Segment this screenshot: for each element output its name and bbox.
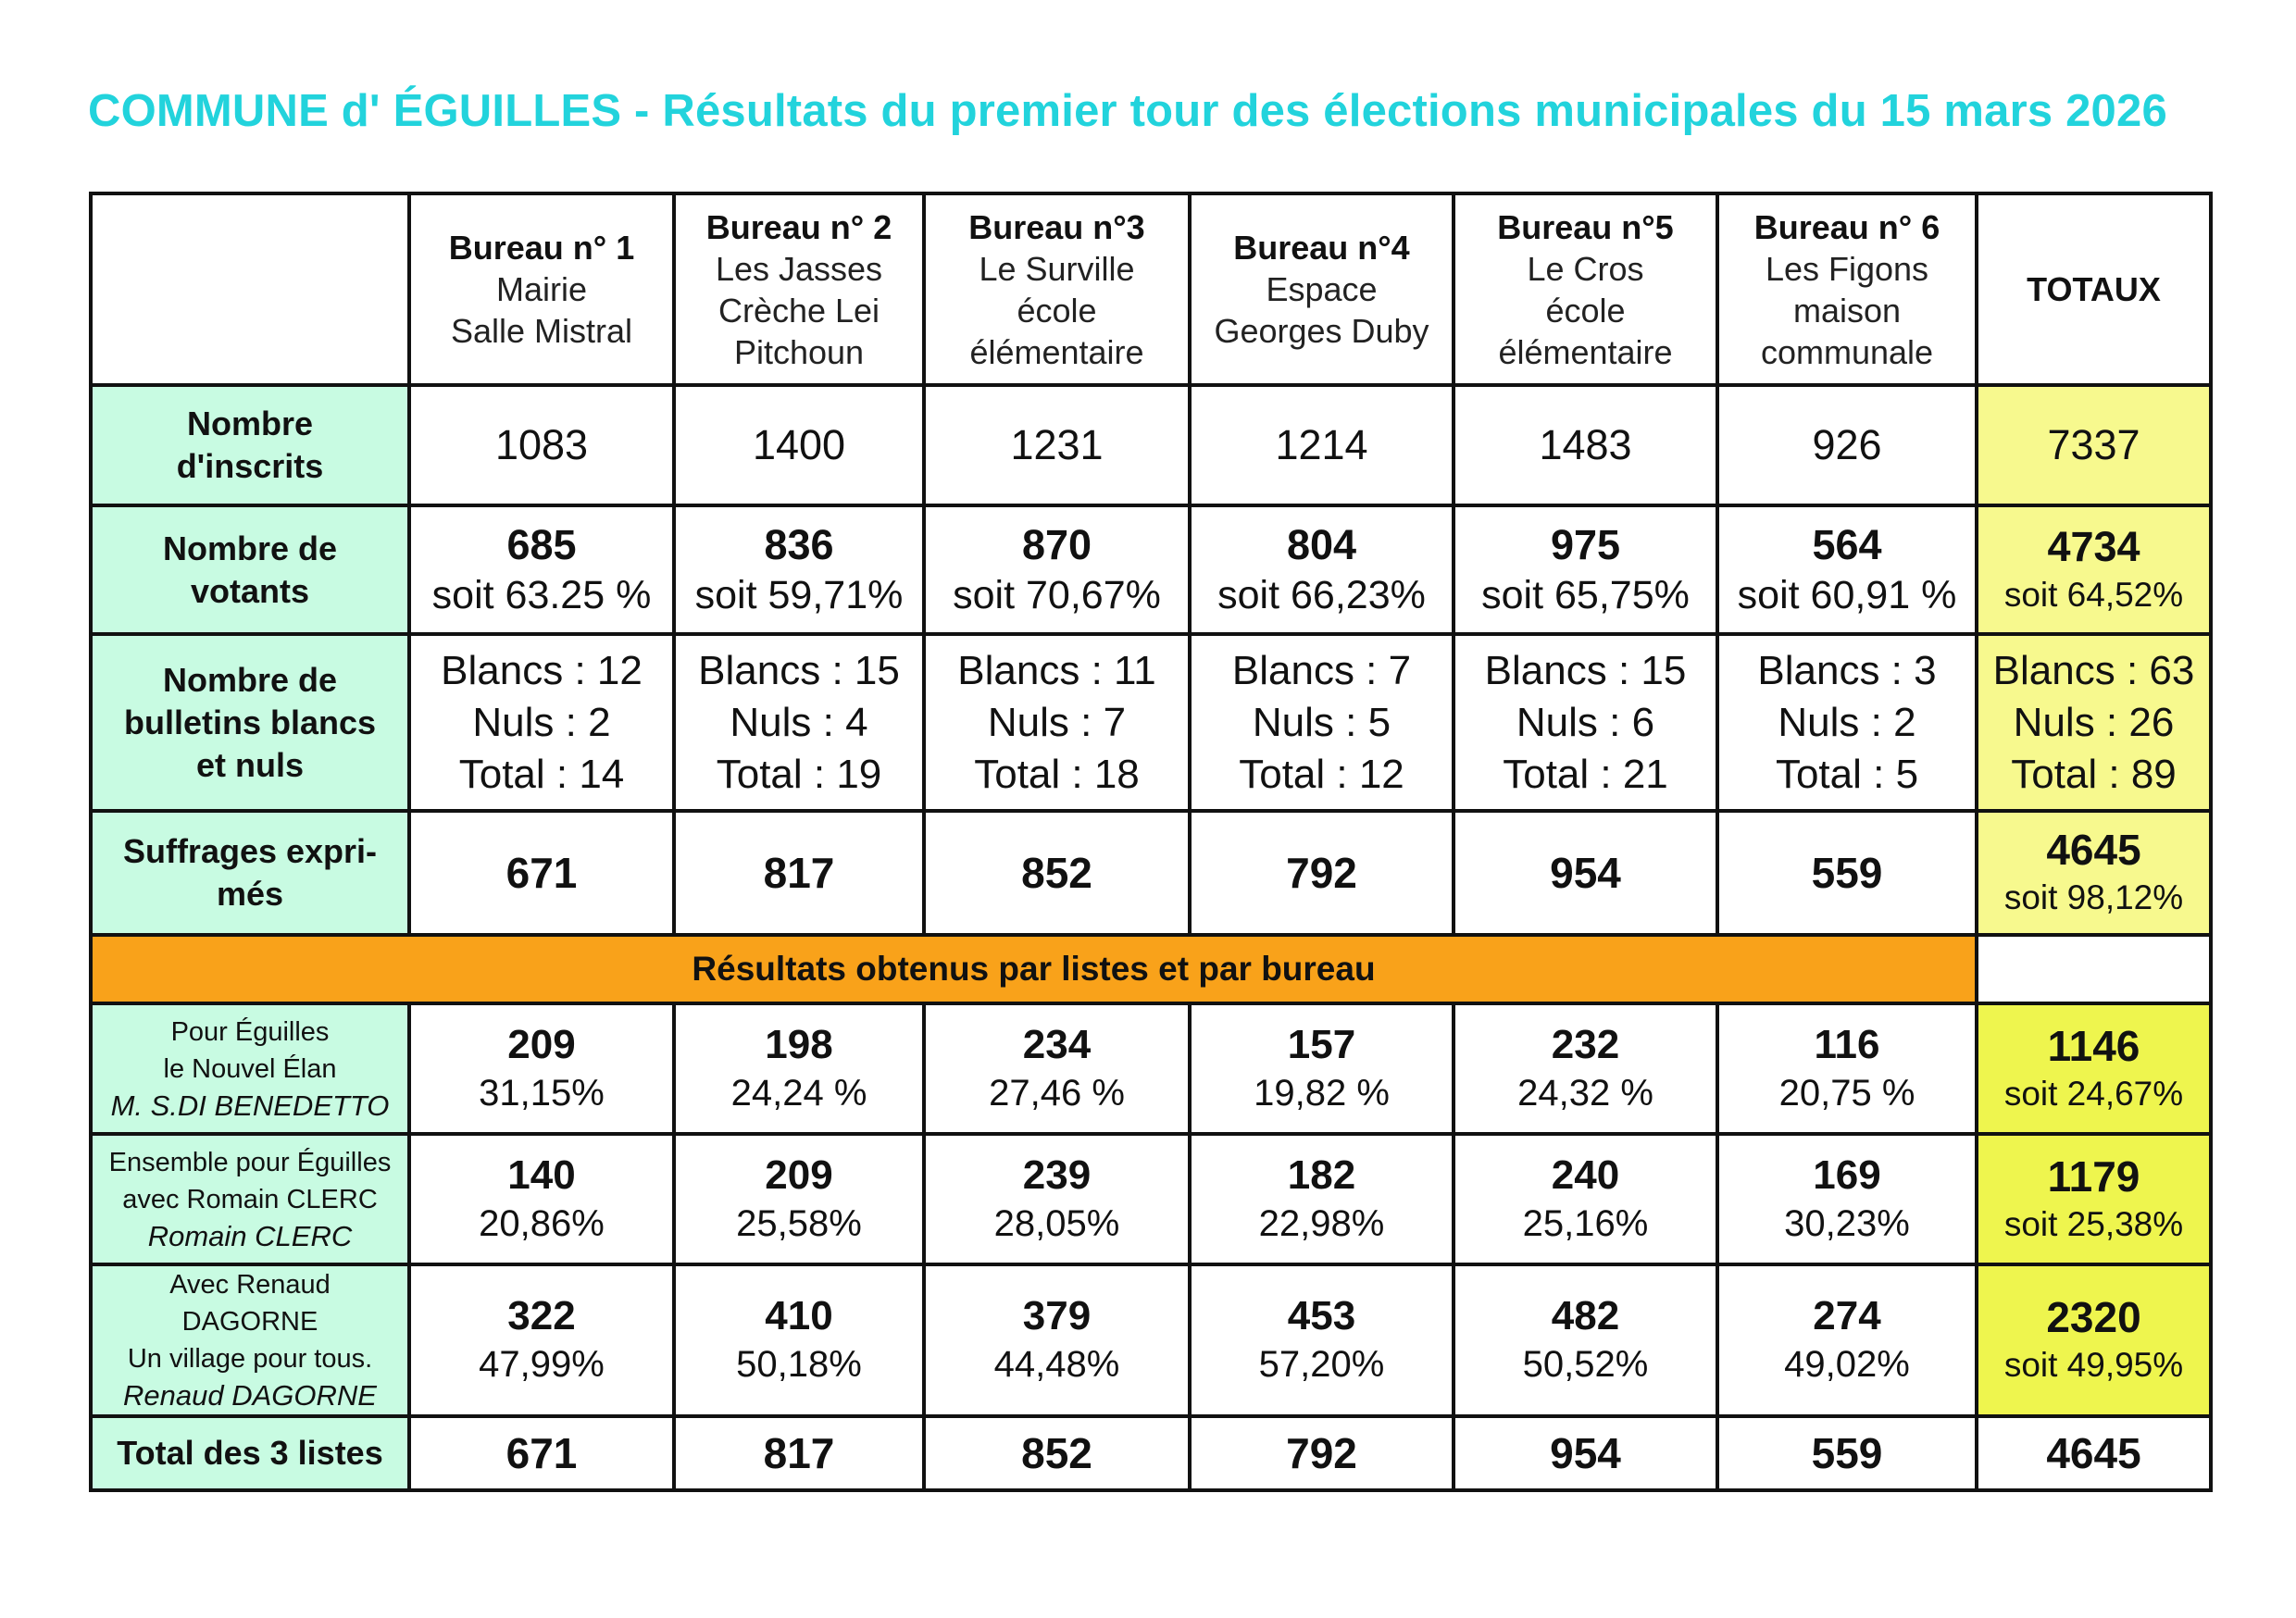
total-listes-cell: 671 [409,1416,674,1490]
bureau-location-line: Les Jasses [715,249,883,288]
bureau-2-header [674,193,924,385]
suffrages-label [91,811,409,935]
list-cell [1454,1003,1717,1134]
votants-count: 564 [1812,520,1882,568]
blancs-nuls-total: Total : 5 [1775,751,1919,797]
list-votes: 232 [1551,1021,1620,1067]
blancs-count: Blancs : 15 [698,647,900,693]
row-label-line: et nuls [195,745,304,784]
list-pct: 50,18% [736,1344,862,1385]
row-label-line: Nombre de [162,529,338,567]
row-label-line: més [216,875,284,913]
inscrits-cell: 1400 [674,385,924,505]
list-cell [924,1264,1190,1416]
list-name-line: le Nouvel Élan [163,1053,337,1084]
votants-label [91,505,409,634]
blancs-count: Blancs : 63 [1992,647,2195,693]
blancs-nuls-cell [1190,634,1454,811]
list-votes: 240 [1551,1151,1620,1198]
list-votes: 209 [507,1021,576,1067]
blancs-nuls-total: Total : 21 [1503,751,1668,797]
bureau-name: Bureau n°5 [1497,207,1674,246]
votants-total-pct: soit 64,52% [2003,575,2184,614]
list-total-pct: soit 49,95% [2003,1346,2184,1384]
inscrits-cell: 1231 [924,385,1190,505]
bureau-location-line: élémentaire [1498,332,1673,371]
votants-pct: soit 70,67% [953,572,1161,617]
bureau-location-line: Le Cros [1527,249,1644,288]
inscrits-cell: 1214 [1190,385,1454,505]
list-cell [1190,1264,1454,1416]
list-total-pct: soit 25,38% [2003,1204,2184,1243]
bureau-location-line: Crèche Lei [718,291,880,330]
banner-empty-cell [1977,935,2211,1003]
nuls-count: Nuls : 5 [1252,699,1391,745]
list-cell [924,1134,1190,1264]
inscrits-cell: 926 [1717,385,1977,505]
list-name-line: Avec Renaud DAGORNE [169,1270,331,1337]
list-row [91,1264,2211,1416]
list-cell [674,1134,924,1264]
list-total-votes: 1146 [2047,1021,2140,1070]
list-votes: 157 [1287,1021,1356,1067]
votants-cell [674,505,924,634]
votants-pct: soit 63.25 % [431,572,652,617]
blancs-nuls-row [91,634,2211,811]
blancs-nuls-cell [924,634,1190,811]
inscrits-cell: 1483 [1454,385,1717,505]
list-total-votes: 2320 [2046,1293,2141,1341]
blancs-nuls-cell [1717,634,1977,811]
results-table [89,192,2213,1492]
blancs-nuls-total: Total : 14 [458,751,625,797]
votants-pct: soit 65,75% [1481,572,1690,617]
bureau-location-line: Mairie [495,270,587,308]
list-votes: 182 [1287,1151,1356,1198]
list-candidate: Romain CLERC [147,1219,353,1252]
blancs-nuls-label [91,634,409,811]
list-label [91,1134,409,1264]
list-cell [409,1003,674,1134]
blancs-count: Blancs : 3 [1757,647,1937,693]
votants-pct: soit 59,71% [694,572,904,617]
row-label-line: Nombre de [162,660,338,699]
nuls-count: Nuls : 6 [1516,699,1655,745]
row-label-line: Nombre [186,404,314,442]
list-votes: 209 [765,1151,833,1198]
nuls-count: Nuls : 7 [987,699,1127,745]
bureau-1-header [409,193,674,385]
bureau-name: Bureau n° 2 [705,207,892,246]
list-cell [924,1003,1190,1134]
suffrages-cell: 954 [1454,811,1717,935]
row-label-line: Suffrages expri- [122,832,378,870]
list-row [91,1003,2211,1134]
list-votes: 482 [1551,1293,1620,1338]
list-pct: 20,86% [479,1202,605,1244]
bureau-location-line: Pitchoun [733,332,865,371]
blancs-count: Blancs : 12 [441,647,643,693]
nuls-count: Nuls : 2 [1778,699,1916,745]
list-name-line: Pour Éguilles [170,1016,330,1047]
inscrits-cell: 1083 [409,385,674,505]
list-name-line: Ensemble pour Éguilles [108,1147,392,1177]
row-label-line: votants [190,571,310,610]
votants-count: 685 [506,520,577,568]
nuls-count: Nuls : 2 [472,699,611,745]
banner-row [91,935,2211,1003]
votants-total-count: 4734 [2047,522,2140,570]
list-pct: 24,32 % [1517,1072,1653,1114]
row-label-line: bulletins blancs [123,703,377,741]
votants-cell [409,505,674,634]
suffrages-cell: 792 [1190,811,1454,935]
bureau-name: Bureau n°4 [1233,229,1410,267]
total-listes-total: 4645 [1977,1416,2211,1490]
bureau-location-line: école [1545,291,1626,330]
row-label-line: d'inscrits [176,447,324,485]
suffrages-total-pct: soit 98,12% [2003,878,2184,916]
list-total-pct: soit 24,67% [2003,1074,2184,1113]
total-listes-cell: 852 [924,1416,1190,1490]
list-name-line: avec Romain CLERC [122,1184,378,1214]
bureau-4-header [1190,193,1454,385]
bureau-location-line: école [1017,291,1097,330]
list-votes: 116 [1814,1021,1880,1067]
suffrages-cell: 817 [674,811,924,935]
bureau-location-line: Georges Duby [1214,312,1429,350]
inscrits-row [91,385,2211,505]
list-pct: 28,05% [993,1202,1120,1244]
votants-count: 804 [1286,520,1357,568]
blancs-count: Blancs : 15 [1484,647,1687,693]
suffrages-cell: 559 [1717,811,1977,935]
votants-cell [1717,505,1977,634]
list-cell [1454,1264,1717,1416]
bureau-name: Bureau n°3 [968,207,1145,246]
header-row [91,193,2211,385]
list-pct: 57,20% [1258,1344,1385,1385]
bureau-5-header [1454,193,1717,385]
list-cell [1717,1134,1977,1264]
inscrits-total: 7337 [1977,385,2211,505]
list-cell [674,1264,924,1416]
suffrages-cell: 852 [924,811,1190,935]
list-candidate: M. S.DI BENEDETTO [110,1089,390,1122]
list-total-votes: 1179 [2047,1151,2140,1201]
list-pct: 30,23% [1784,1202,1910,1244]
votants-cell [1190,505,1454,634]
list-votes: 453 [1287,1293,1356,1338]
list-pct: 31,15% [479,1072,605,1114]
votants-total [1977,505,2211,634]
list-votes: 274 [1813,1293,1881,1338]
suffrages-cell: 671 [409,811,674,935]
list-votes: 234 [1022,1021,1092,1067]
list-cell [1717,1264,1977,1416]
bureau-3-header [924,193,1190,385]
list-votes: 322 [507,1293,576,1338]
votants-cell [924,505,1190,634]
list-votes: 198 [765,1021,833,1067]
list-pct: 24,24 % [730,1072,867,1114]
bureau-6-header [1717,193,1977,385]
blancs-nuls-total: Total : 18 [974,751,1140,797]
list-candidate: Renaud DAGORNE [123,1379,377,1412]
votants-count: 836 [764,520,834,568]
total-listes-cell: 559 [1717,1416,1977,1490]
votants-cell [1454,505,1717,634]
list-row [91,1134,2211,1264]
inscrits-label [91,385,409,505]
suffrages-total-count: 4645 [2046,826,2141,874]
bureau-name: Bureau n° 6 [1753,207,1940,246]
votants-count: 870 [1021,520,1092,568]
list-cell [1190,1134,1454,1264]
total-listes-row [91,1416,2211,1490]
blancs-nuls-total: Total : 12 [1239,751,1404,797]
list-total [1977,1003,2211,1134]
list-votes: 410 [765,1293,833,1338]
votants-row [91,505,2211,634]
bureau-location-line: Espace [1266,270,1378,308]
nuls-count: Nuls : 4 [730,699,868,745]
page-title: COMMUNE d' ÉGUILLES - Résultats du premier tour des élections municipales du 15 mars 2026 [88,86,2167,136]
list-pct: 27,46 % [989,1072,1125,1114]
total-listes-label: Total des 3 listes [91,1416,409,1490]
suffrages-row [91,811,2211,935]
list-pct: 25,58% [736,1202,862,1244]
list-votes: 140 [507,1151,576,1198]
blancs-nuls-cell [1454,634,1717,811]
list-pct: 50,52% [1522,1344,1649,1385]
blancs-nuls-total-cell [1977,634,2211,811]
list-label [91,1003,409,1134]
blancs-nuls-cell [674,634,924,811]
list-cell [409,1134,674,1264]
list-total [1977,1134,2211,1264]
blancs-nuls-total: Total : 89 [2011,751,2177,797]
total-listes-cell: 817 [674,1416,924,1490]
list-total [1977,1264,2211,1416]
bureau-name: Bureau n° 1 [448,229,635,267]
bureau-location-line: Les Figons [1765,249,1929,288]
blancs-nuls-total: Total : 19 [716,751,882,797]
bureau-location-line: Le Surville [979,249,1135,288]
list-votes: 169 [1813,1151,1881,1198]
list-votes: 239 [1022,1151,1092,1198]
bureau-location-line: Salle Mistral [450,312,633,350]
list-cell [674,1003,924,1134]
bureau-location-line: communale [1760,332,1934,371]
bureau-location-line: élémentaire [969,332,1144,371]
list-pct: 25,16% [1522,1202,1649,1244]
nuls-count: Nuls : 26 [2013,699,2175,745]
votants-count: 975 [1550,520,1621,568]
total-listes-cell: 792 [1190,1416,1454,1490]
list-pct: 19,82 % [1254,1072,1390,1114]
list-votes: 379 [1022,1293,1092,1338]
corner-cell [91,193,409,385]
list-pct: 22,98% [1258,1202,1385,1244]
list-pct: 20,75 % [1778,1072,1915,1114]
list-pct: 49,02% [1784,1344,1910,1385]
votants-pct: soit 66,23% [1217,572,1426,617]
list-pct: 47,99% [479,1344,605,1385]
list-cell [1717,1003,1977,1134]
blancs-count: Blancs : 7 [1231,647,1412,693]
list-cell [409,1264,674,1416]
bureau-location-line: maison [1792,291,1902,330]
results-by-list-banner: Résultats obtenus par listes et par bureau [91,935,1977,1003]
votants-pct: soit 60,91 % [1737,572,1957,617]
suffrages-total [1977,811,2211,935]
list-name-line: Un village pour tous. [127,1344,373,1374]
total-listes-cell: 954 [1454,1416,1717,1490]
blancs-nuls-cell [409,634,674,811]
totals-header-label: TOTAUX [2027,270,2161,308]
list-cell [1454,1134,1717,1264]
list-cell [1190,1003,1454,1134]
list-pct: 44,48% [993,1344,1120,1385]
totals-header [1977,193,2211,385]
list-label [91,1264,409,1416]
blancs-count: Blancs : 11 [957,647,1156,693]
